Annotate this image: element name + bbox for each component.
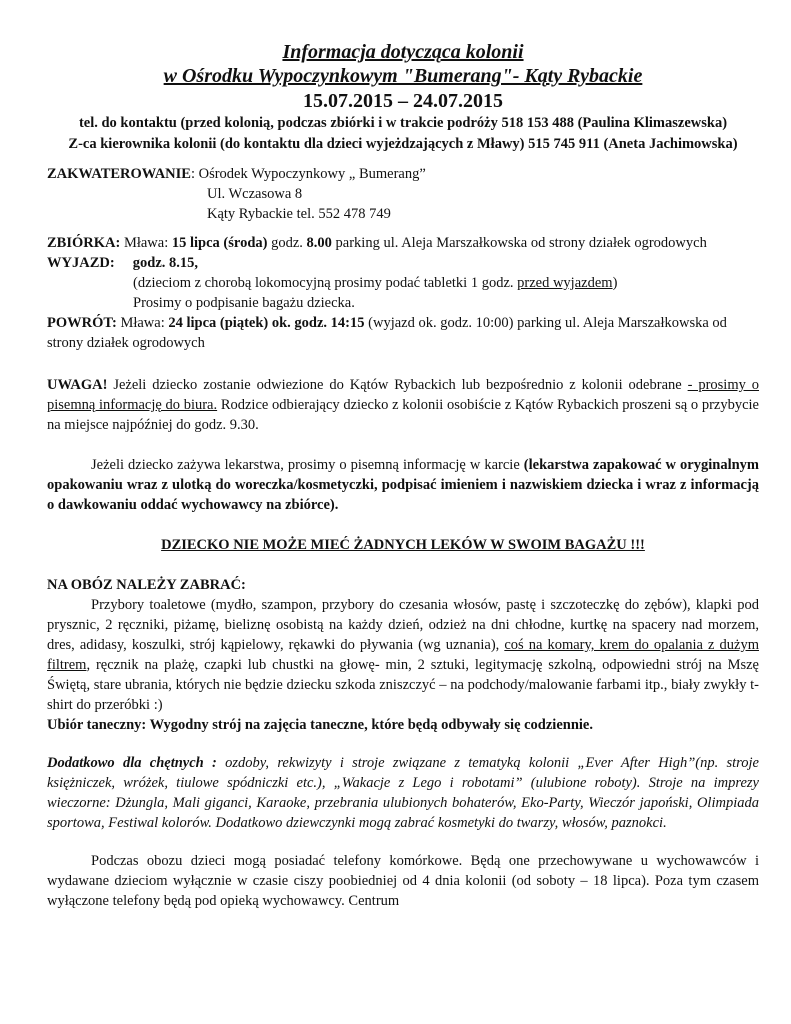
- title-line-2: w Ośrodku Wypoczynkowym "Bumerang"- Kąty Rybackie: [163, 65, 643, 87]
- accommodation-line-2: Ul. Wczasowa 8: [207, 186, 303, 202]
- contact-deputy: Z-ca kierownika kolonii (do kontaktu dla dzieci wyjeżdzających z Mławy) 515 745 911 (Aneta Jachimowska): [68, 136, 738, 152]
- phones-paragraph: Podczas obozu dzieci mogą posiadać telefony komórkowe. Będą one przechowywane u wychowawców i wydawane dzieciom wyłącznie w czasie ciszy poobiedniej od 4 dnia kolonii (od soboty – 18 lipca). Poza tym czasem wyłączone telefony będą pod opieką wychowawcy. Centrum: [47, 853, 759, 909]
- return-label: POWRÓT:: [47, 315, 117, 331]
- dance-outfit: Ubiór taneczny: Wygodny strój na zajęcia taneczne, które będą odbywały się codziennie.: [47, 717, 593, 733]
- packing-underlined: coś na komary, krem do opalania z dużym filtrem: [47, 637, 759, 673]
- departure-time: godz. 8.15,: [132, 255, 199, 271]
- gathering-label: ZBIÓRKA:: [47, 235, 121, 251]
- gathering-text: Mława:: [120, 235, 172, 251]
- medicine-paragraph: [47, 455, 759, 515]
- departure-label: WYJAZD:: [47, 255, 115, 271]
- no-meds-warning: DZIECKO NIE MOŻE MIEĆ ŻADNYCH LEKÓW W SWOIM BAGAŻU !!!: [161, 537, 645, 553]
- packing-text: , ręcznik na plażę, czapki lub chustki na głowę- min, 2 sztuki, legitymację szkolną, odpowiedni strój na Mszę Świętą, stare ubrania, których nie będzie dziecku szkoda zniszczyć – na podchody/malowanie farbami itp., biały zwykły t-shirt do przeróbki :): [47, 657, 759, 713]
- warning-label: UWAGA!: [47, 377, 108, 393]
- warning-text: Rodzice odbierający dziecko z kolonii osobiście z Kątów Rybackich proszeni są o przybycie na miejsce najpóźniej do godz. 9.30.: [47, 397, 759, 433]
- gathering-text: godz.: [267, 235, 307, 251]
- accommodation-label: ZAKWATEROWANIE: [47, 166, 191, 182]
- return-text: (wyjazd ok. godz. 10:00) parking ul. Aleja Marszałkowska od strony działek ogrodowych: [47, 315, 727, 351]
- warning-underlined: - prosimy o pisemną informację do biura.: [47, 377, 760, 413]
- packing-text: Przybory toaletowe (mydło, szampon, przybory do czesania włosów, pastę i szczoteczkę do zębów), klapki pod prysznic, 2 ręczniki, piżamę, bieliznę osobistą na każdy dzień, odzież na dni chłodne, kurtkę na spacery nad morzem, dres, adidasy, koszulki, strój kąpielowy, rękawki do pływania (wg uznania),: [47, 597, 759, 653]
- departure-note: (dzieciom z chorobą lokomocyjną prosimy podać tabletki 1 godz.: [133, 275, 518, 291]
- warning-paragraph: [47, 375, 759, 435]
- departure-section: [47, 253, 759, 313]
- gathering-date: 15 lipca (środa): [171, 235, 268, 251]
- accommodation-line-3: Kąty Rybackie tel. 552 478 749: [207, 206, 391, 222]
- accommodation-line-1: : Ośrodek Wypoczynkowy „ Bumerang”: [190, 166, 426, 182]
- medicine-bold: (lekarstwa zapakować w oryginalnym opakowaniu wraz z ulotką do woreczka/kosmetyczki, podpisać imieniem i nazwiskiem dziecka i wraz z informacją o dawkowaniu oddać wychowawcy na zbiórce).: [47, 457, 759, 513]
- warning-text: Jeżeli dziecko zostanie odwiezione do Kątów Rybackich lub bezpośrednio z kolonii odebrane: [107, 377, 688, 393]
- packing-heading: NA OBÓZ NALEŻY ZABRAĆ:: [47, 577, 246, 593]
- gathering-time: 8.00: [306, 235, 332, 251]
- return-section: [47, 313, 759, 353]
- extras-label: Dodatkowo dla chętnych :: [47, 755, 217, 771]
- contact-organizer: tel. do kontaktu (przed kolonią, podczas zbiórki i w trakcie podróży 518 153 488 (Paulina Klimaszewska): [78, 115, 728, 131]
- return-date: 24 lipca (piątek) ok. godz. 14:15: [168, 315, 365, 331]
- dates: 15.07.2015 – 24.07.2015: [303, 90, 503, 112]
- gathering-section: [47, 233, 759, 253]
- title-line-1: Informacja dotycząca kolonii: [282, 41, 524, 63]
- departure-note: ): [612, 275, 618, 291]
- extras-text: ozdoby, rekwizyty i stroje związane z tematyką kolonii „Ever After High”(np. stroje księżniczek, wróżek, tiulowe spódniczki etc.), „Wakacje z Lego i robotami” (ulubione roboty). Stroje na imprezy wieczorne: Dżungla, Mali giganci, Karaoke, przebrania ulubionych bohaterów, Eko-Party, Wieczór japoński, Olimpiada sportowa, Festiwal kolorów. Dodatkowo dziewczynki mogą zabrać kosmetyki do twarzy, włosów, paznokci.: [47, 755, 759, 831]
- gathering-text: parking ul. Aleja Marszałkowska od strony działek ogrodowych: [331, 235, 707, 251]
- departure-note-underlined: przed wyjazdem: [517, 275, 613, 291]
- departure-note-2: Prosimy o podpisanie bagażu dziecka.: [133, 295, 355, 311]
- return-text: Mława:: [116, 315, 169, 331]
- medicine-text: Jeżeli dziecko zażywa lekarstwa, prosimy o pisemną informację w karcie: [91, 457, 524, 473]
- document-page: [47, 40, 759, 911]
- accommodation-section: [47, 164, 759, 224]
- packing-paragraph: [47, 595, 759, 715]
- extras-paragraph: [47, 753, 759, 833]
